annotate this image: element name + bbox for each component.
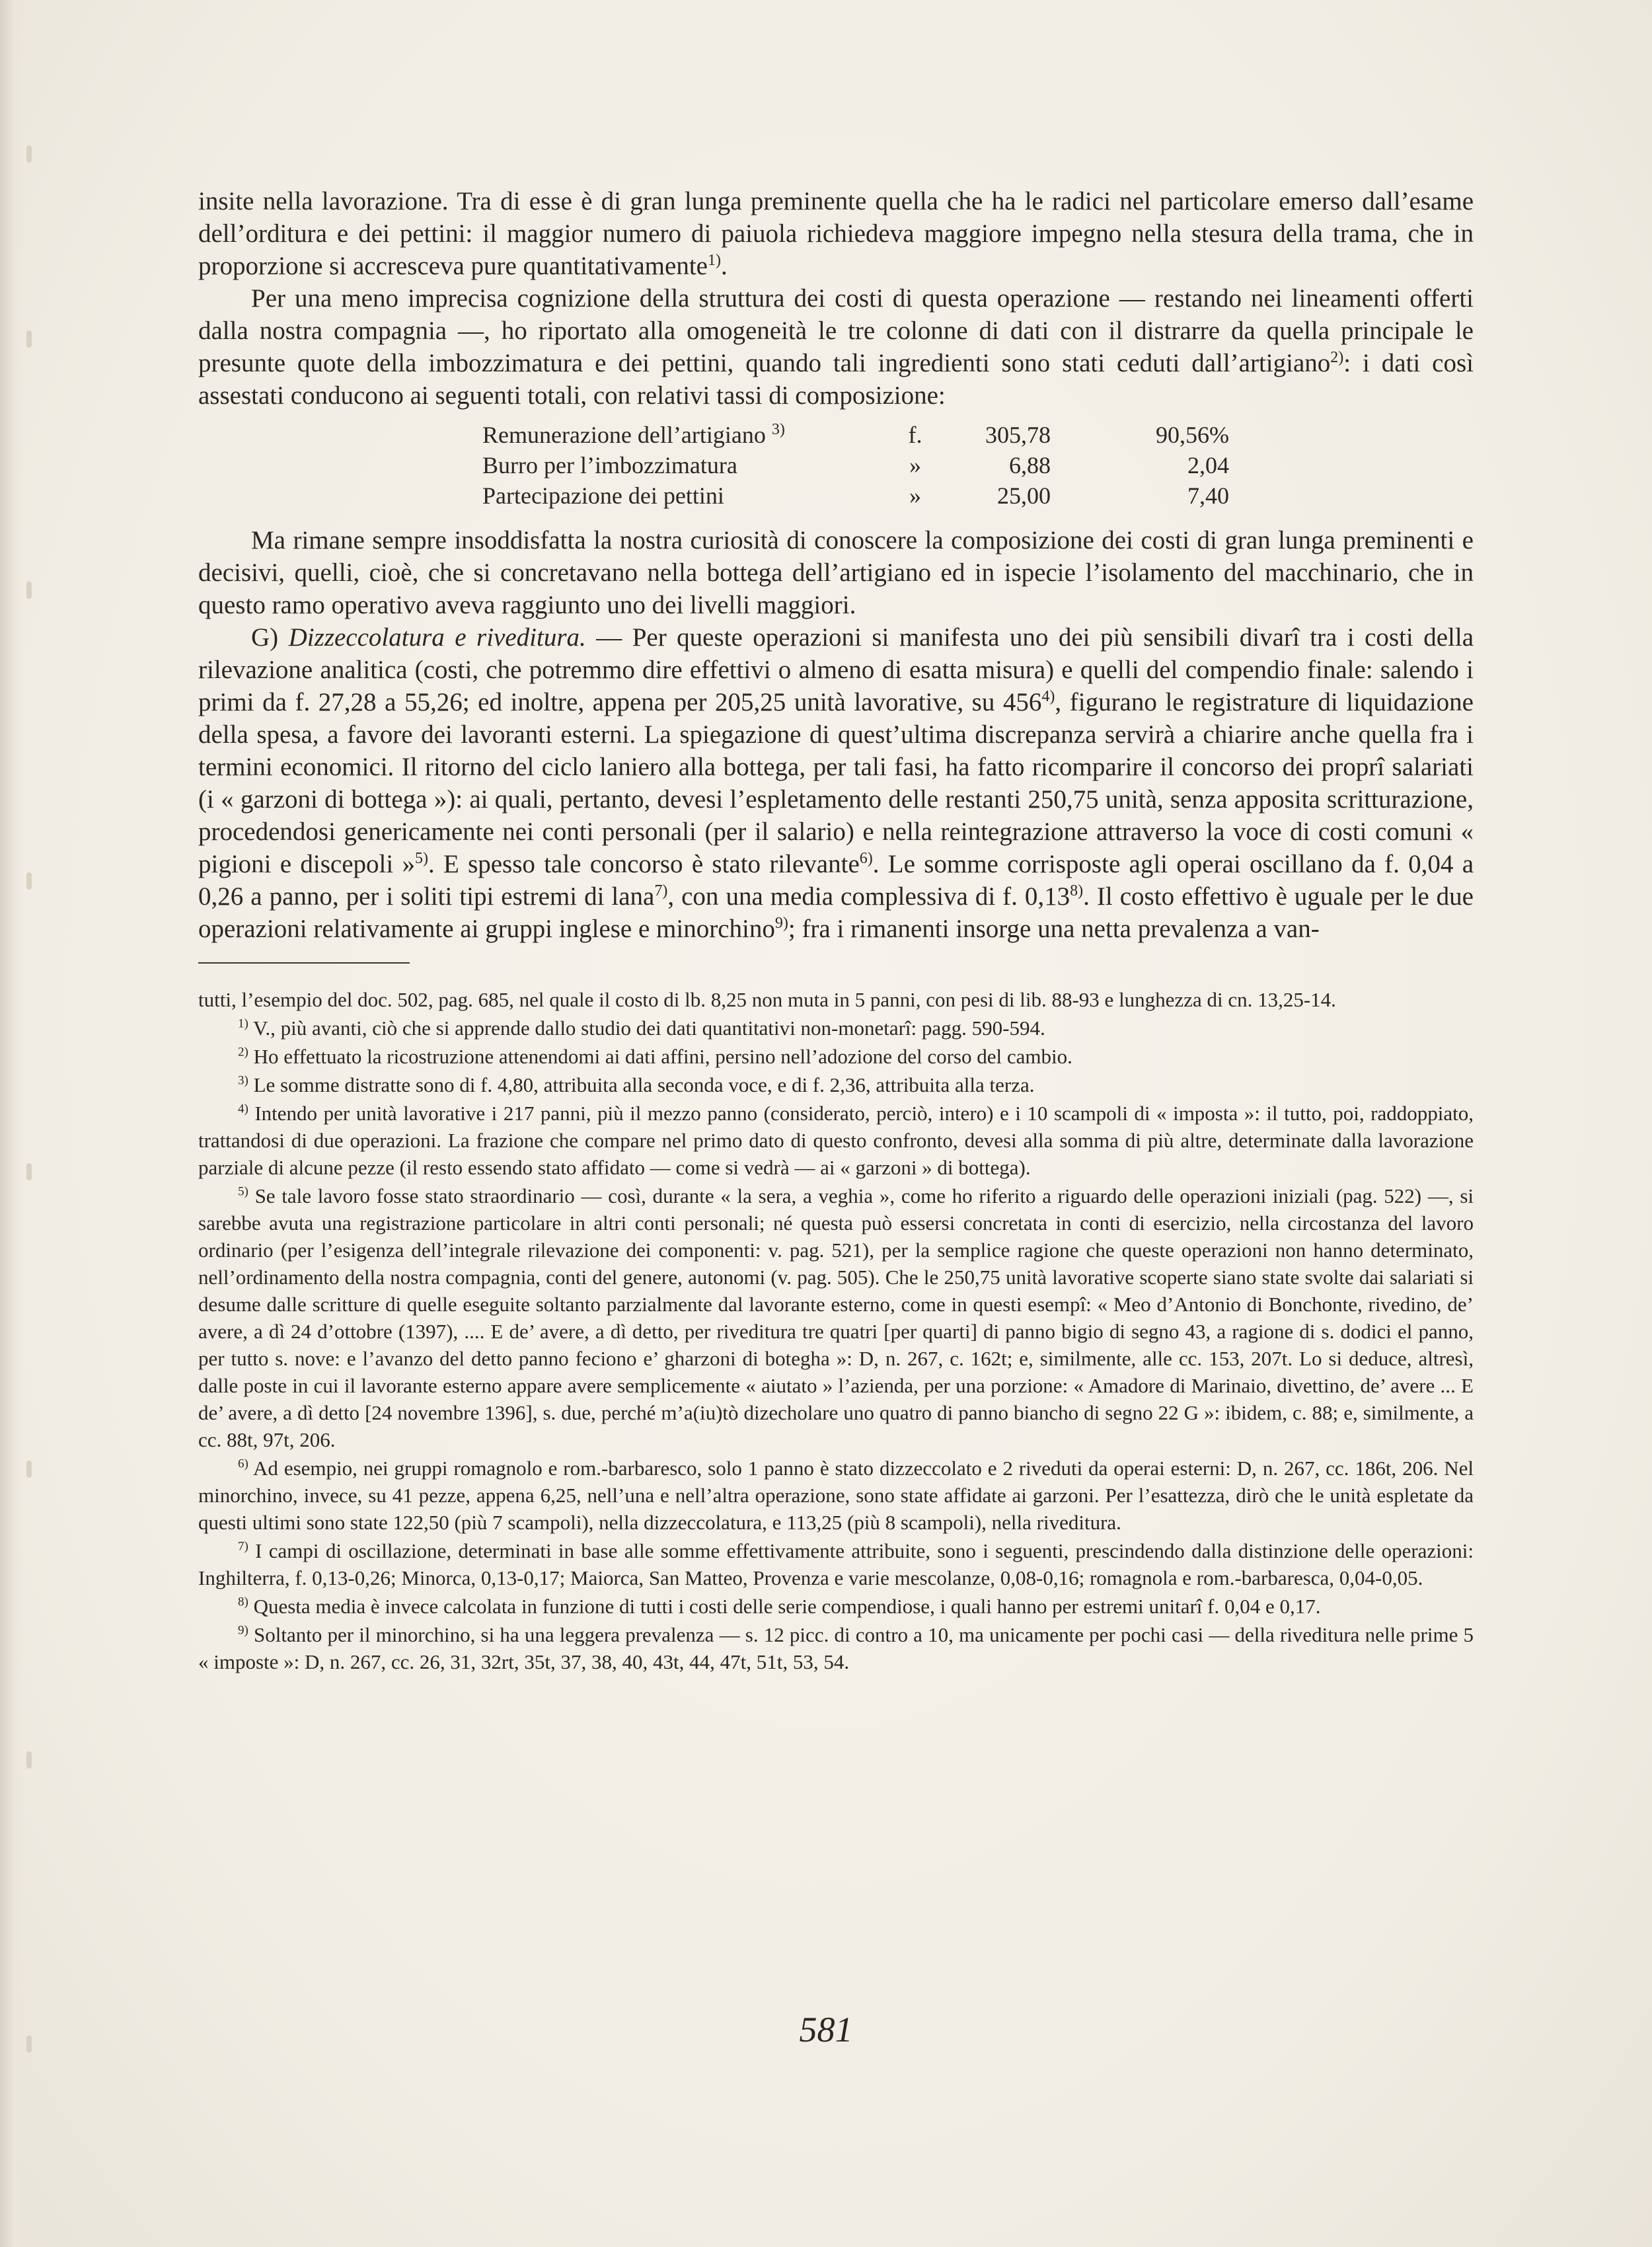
footnote-mark: 6)	[238, 1457, 248, 1471]
binding-hole	[26, 145, 32, 163]
paragraph-2: Per una meno imprecisa cognizione della struttura dei costi di questa operazione — restando nei lineamenti offerti dalla nostra compagnia —, ho riportato alla omogeneità le tre colonne di dati con il distrarre da quella principale le presunte quote della imbozzimatura e dei pettini, quando tali ingredienti sono stati ceduti dall’artigiano$^{2)}$: i dati così assestati conducono ai seguenti totali, con relativi tassi di composizione:	[198, 284, 1474, 410]
footnote-ref: 1)	[707, 252, 721, 269]
footnote: $^{8)}$ Questa media è invece calcolata in funzione di tutti i costi delle serie compendiose, i quali hanno per estremi unitarî f. 0,04 e 0,17.	[238, 1595, 1321, 1618]
footnote-mark: 5)	[238, 1184, 248, 1199]
footnotes	[198, 986, 1474, 1675]
footnote-ref: 4)	[1041, 688, 1055, 705]
footnote-ref: 9)	[774, 915, 788, 932]
row-amount: 6,88	[1009, 452, 1051, 478]
table-row	[482, 420, 1229, 450]
footnote: $^{6)}$ Ad esempio, nei gruppi romagnolo e rom.-barbaresco, solo 1 panno è stato dizzeccolato e 2 riveduti da operai esterni: D, n. 267, cc. 186t, 206. Nel minorchino, invece, su 41 pezze, appena 6,25, nell’una e nell’altra operazione, sono state affidate ai garzoni. Per l’esattezza, dirò che le unità espletate da questi ultimi sono state 122,50 (più 7 scampoli), nella dizzeccolatura, e 113,25 (più 8 scampoli), nella riveditura.	[198, 1457, 1474, 1534]
footnote: $^{4)}$ Intendo per unità lavorative i 217 panni, più il mezzo panno (considerato, perciò, intero) e i 10 scampoli di « imposta »: il tutto, poi, raddoppiato, trattandosi di due operazioni. La frazione che compare nel primo dato di questo confronto, devesi alla somma di più altre, determinate dalla lavorazione parziale di alcune pezze (il resto essendo stato affidato — come si vedrà — ai « garzoni » di bottega).	[198, 1102, 1474, 1179]
binding-hole	[26, 1461, 32, 1478]
row-label: Partecipazione dei pettini	[482, 482, 724, 509]
binding-hole	[26, 582, 32, 599]
row-percent: 7,40	[1187, 482, 1229, 509]
binding-hole	[26, 1751, 32, 1769]
footnote-ref: 2)	[1330, 349, 1344, 366]
binding-hole	[26, 872, 32, 890]
paper-left-edge	[0, 0, 24, 2247]
footnote: $^{9)}$ Soltanto per il minorchino, si ha una leggera prevalenza — s. 12 picc. di contro a 10, ma unicamente per pochi casi — della riveditura nelle prime 5 « imposte »: D, n. 267, cc. 26, 31, 32rt, 35t, 37, 38, 40, 43t, 44, 47t, 51t, 53, 54.	[198, 1623, 1474, 1673]
paragraph-1: insite nella lavorazione. Tra di esse è di gran lunga preminente quella che ha le radici nel particolare emerso dall’esame dell’orditura e dei pettini: il maggior numero di paiuola richiedeva maggiore impegno nella stesura della trama, che in proporzione si accresceva pure quantitativamente$^{1)}$.	[198, 187, 1474, 280]
footnote: $^{2)}$ Ho effettuato la ricostruzione attenendomi ai dati affini, persino nell’adozione del corso del cambio.	[238, 1045, 1072, 1068]
table-row	[482, 450, 1229, 480]
footnote-separator	[198, 962, 410, 964]
row-currency: »	[909, 452, 921, 478]
table-row	[482, 480, 1229, 511]
footnote-ref: 6)	[859, 850, 873, 867]
binding-hole	[26, 1163, 32, 1180]
row-label: Burro per l’imbozzimatura	[482, 452, 737, 478]
footnote-ref: 5)	[414, 850, 428, 867]
row-currency: »	[909, 482, 921, 509]
section-heading: Dizzeccolatura e riveditura.	[288, 623, 586, 652]
footnote-mark: 7)	[238, 1539, 248, 1554]
footnote-mark: 9)	[238, 1623, 248, 1638]
footnote: $^{7)}$ I campi di oscillazione, determinati in base alle somme effettivamente attribuite, sono i seguenti, prescindendo dalla distinzione delle operazioni: Inghilterra, f. 0,13-0,26; Minorca, 0,13-0,17; Maiorca, San Matteo, Provenza e varie mescolanze, 0,08-0,16; romagnola e rom.-barbaresca, 0,04-0,05.	[198, 1539, 1474, 1589]
footnote-ref: 8)	[1070, 882, 1084, 899]
footnote-mark: 3)	[238, 1073, 248, 1088]
footnote-mark: 8)	[238, 1595, 248, 1609]
footnote: $^{1)}$ V., più avanti, ciò che si apprende dallo studio dei dati quantitativi non-monetarî: pagg. 590-594.	[238, 1016, 1045, 1040]
footnote-ref: 3)	[771, 421, 785, 438]
footnote: $^{3)}$ Le somme distratte sono di f. 4,80, attribuita alla seconda voce, e di f. 2,36, attribuita alla terza.	[238, 1073, 1035, 1096]
footnote-ref: 7)	[654, 882, 668, 899]
paragraph-4: G) Dizzeccolatura e riveditura. — Per queste operazioni si manifesta uno dei più sensibili divarî tra i costi della rilevazione analitica (costi, che potremmo dire effettivi o almeno di esatta misura) e quelli del compendio finale: salendo i primi da f. 27,28 a 55,26; ed inoltre, appena per 205,25 unità lavorative, su 456$^{4)}$, figurano le registrature di liquidazione della spesa, a favore dei lavoranti esterni. La spiegazione di quest’ultima discrepanza servirà a chiarire anche quella fra i termini economici. Il ritorno del ciclo laniero alla bottega, per tali fasi, ha fatto ricomparire il concorso dei proprî salariati (i « garzoni di bottega »): ai quali, pertanto, devesi l’espletamento delle restanti 250,75 unità, senza apposita scritturazione, procedendosi genericamente nei conti personali (per il salario) e nella reintegrazione attraverso la voce di costi comuni « pigioni e discepoli »$^{5)}$. E spesso tale concorso è stato rilevante$^{6)}$. Le somme corrisposte agli operai oscillano da f. 0,04 a 0,26 a panno, per i soliti tipi estremi di lana$^{7)}$, con una media complessiva di f. 0,13$^{8)}$. Il costo effettivo è uguale per le due operazioni relativamente ai gruppi inglese e minorchino$^{9)}$; fra i rimanenti insorge una netta prevalenza a van-	[198, 623, 1474, 943]
page-content	[198, 185, 1474, 1677]
footnote: $^{5)}$ Se tale lavoro fosse stato straordinario — così, durante « la sera, a veghia », come ho riferito a riguardo delle operazioni iniziali (pag. 522) —, si sarebbe avuta una registrazione particolare in altri conti personali; né questa può essersi concretata in conti di esercizio, nella circostanza del lavoro ordinario (per l’esigenza dell’integrale rilevazione dei componenti: v. pag. 521), per la semplice ragione che queste operazioni non hanno determinato, nell’ordinamento della nostra compagnia, conti del genere, autonomi (v. pag. 505). Che le 250,75 unità lavorative scoperte siano state svolte dai salariati si desume dalle scritture di quelle eseguite soltanto parzialmente dal lavorante esterno, come in questi esempî: « Meo d’Antonio di Bonchonte, rivedino, de’ avere, a dì 24 d’ottobre (1397), .... E de’ avere, a dì detto, per riveditura tre quatri [per quarti] di panno bigio di segno 43, a ragione di s. dodici el panno, per tutto s. nove: e l’avanzo del detto panno feciono e’ gharzoni di botegha »: D, n. 267, c. 162t; e, similmente, alle cc. 153, 207t. Lo si deduce, altresì, dalle poste in cui il lavorante esterno appare avere semplicemente « aiutato » l’azienda, per una porzione: « Amadore di Marinaio, divettino, de’ avere ... E de’ avere, a dì detto [24 novembre 1396], s. due, perché m’a(iu)tò dizecholare uno quatro di panno biancho di segno 22 G »: ibidem, c. 88; e, similmente, a cc. 88t, 97t, 206.	[198, 1184, 1474, 1451]
row-amount: 305,78	[985, 422, 1051, 448]
section-label: G)	[251, 623, 279, 652]
row-amount: 25,00	[997, 482, 1051, 509]
footnote-mark: 4)	[238, 1102, 248, 1116]
row-percent: 2,04	[1187, 452, 1229, 478]
page-number: 581	[799, 2010, 853, 2049]
row-label: Remunerazione dell’artigiano	[482, 422, 766, 448]
row-currency: f.	[908, 422, 922, 448]
footnote-continuation: tutti, l’esempio del doc. 502, pag. 685, nel quale il costo di lb. 8,25 non muta in 5 panni, con pesi di lib. 88-93 e lunghezza di cn. 13,25-14.	[198, 988, 1336, 1011]
cost-composition-table	[482, 420, 1229, 511]
paragraph-3: Ma rimane sempre insoddisfatta la nostra curiosità di conoscere la composizione dei costi di gran lunga preminenti e decisivi, quelli, cioè, che si concretavano nella bottega dell’artigiano ed in ispecie l’isolamento del macchinario, che in questo ramo operativo aveva raggiunto uno dei livelli maggiori.	[198, 526, 1474, 619]
footnote-mark: 1)	[238, 1016, 248, 1031]
binding-hole	[26, 330, 32, 348]
row-percent: 90,56%	[1156, 422, 1229, 448]
footnote-mark: 2)	[238, 1045, 248, 1059]
